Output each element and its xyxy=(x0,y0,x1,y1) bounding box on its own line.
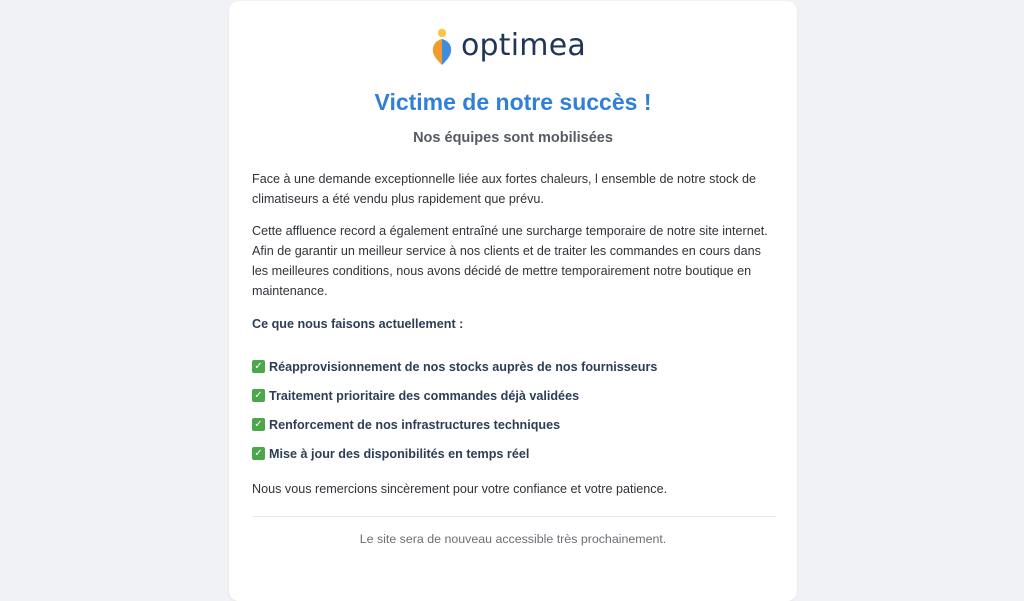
actions-list xyxy=(252,352,657,468)
action-text: Traitement prioritaire des commandes déjà validées xyxy=(269,388,580,403)
page-subtitle: Nos équipes sont mobilisées xyxy=(413,130,613,146)
list-item xyxy=(252,352,657,381)
thanks-message: Nous vous remercions sincèrement pour votre confiance et votre patience. xyxy=(252,482,668,496)
check-mark-icon: ✓ xyxy=(252,389,265,402)
list-item xyxy=(252,410,657,439)
action-text: Renforcement de nos infrastructures techniques xyxy=(269,417,561,432)
page-title: Victime de notre succès ! xyxy=(374,89,652,115)
actions-title: Ce que nous faisons actuellement : xyxy=(252,317,464,331)
maintenance-card xyxy=(229,1,797,601)
action-text: Mise à jour des disponibilités en temps réel xyxy=(269,446,530,461)
check-mark-icon: ✓ xyxy=(252,447,265,460)
maintenance-paragraph: Cette affluence record a également entraîné une surcharge temporaire de notre site internet. Afin de garantir un meilleur service à nos clients et de traiter les commandes en cours dans les meilleures conditions, nous avons décidé de mettre temporairement notre boutique en maintenance. xyxy=(252,224,768,298)
list-item xyxy=(252,439,657,468)
divider xyxy=(252,516,776,517)
check-mark-icon: ✓ xyxy=(252,418,265,431)
action-text: Réapprovisionnement de nos stocks auprès de nos fournisseurs xyxy=(269,359,658,374)
list-item xyxy=(252,381,657,410)
check-mark-icon: ✓ xyxy=(252,360,265,373)
intro-paragraph: Face à une demande exceptionnelle liée aux fortes chaleurs, l ensemble de notre stock de climatiseurs a été vendu plus rapidement que prévu. xyxy=(252,172,757,206)
brand-name: optimea xyxy=(461,28,586,63)
optimea-logo-icon xyxy=(429,27,455,67)
footer-note: Le site sera de nouveau accessible très prochainement. xyxy=(359,532,667,546)
brand-logo xyxy=(429,25,586,69)
